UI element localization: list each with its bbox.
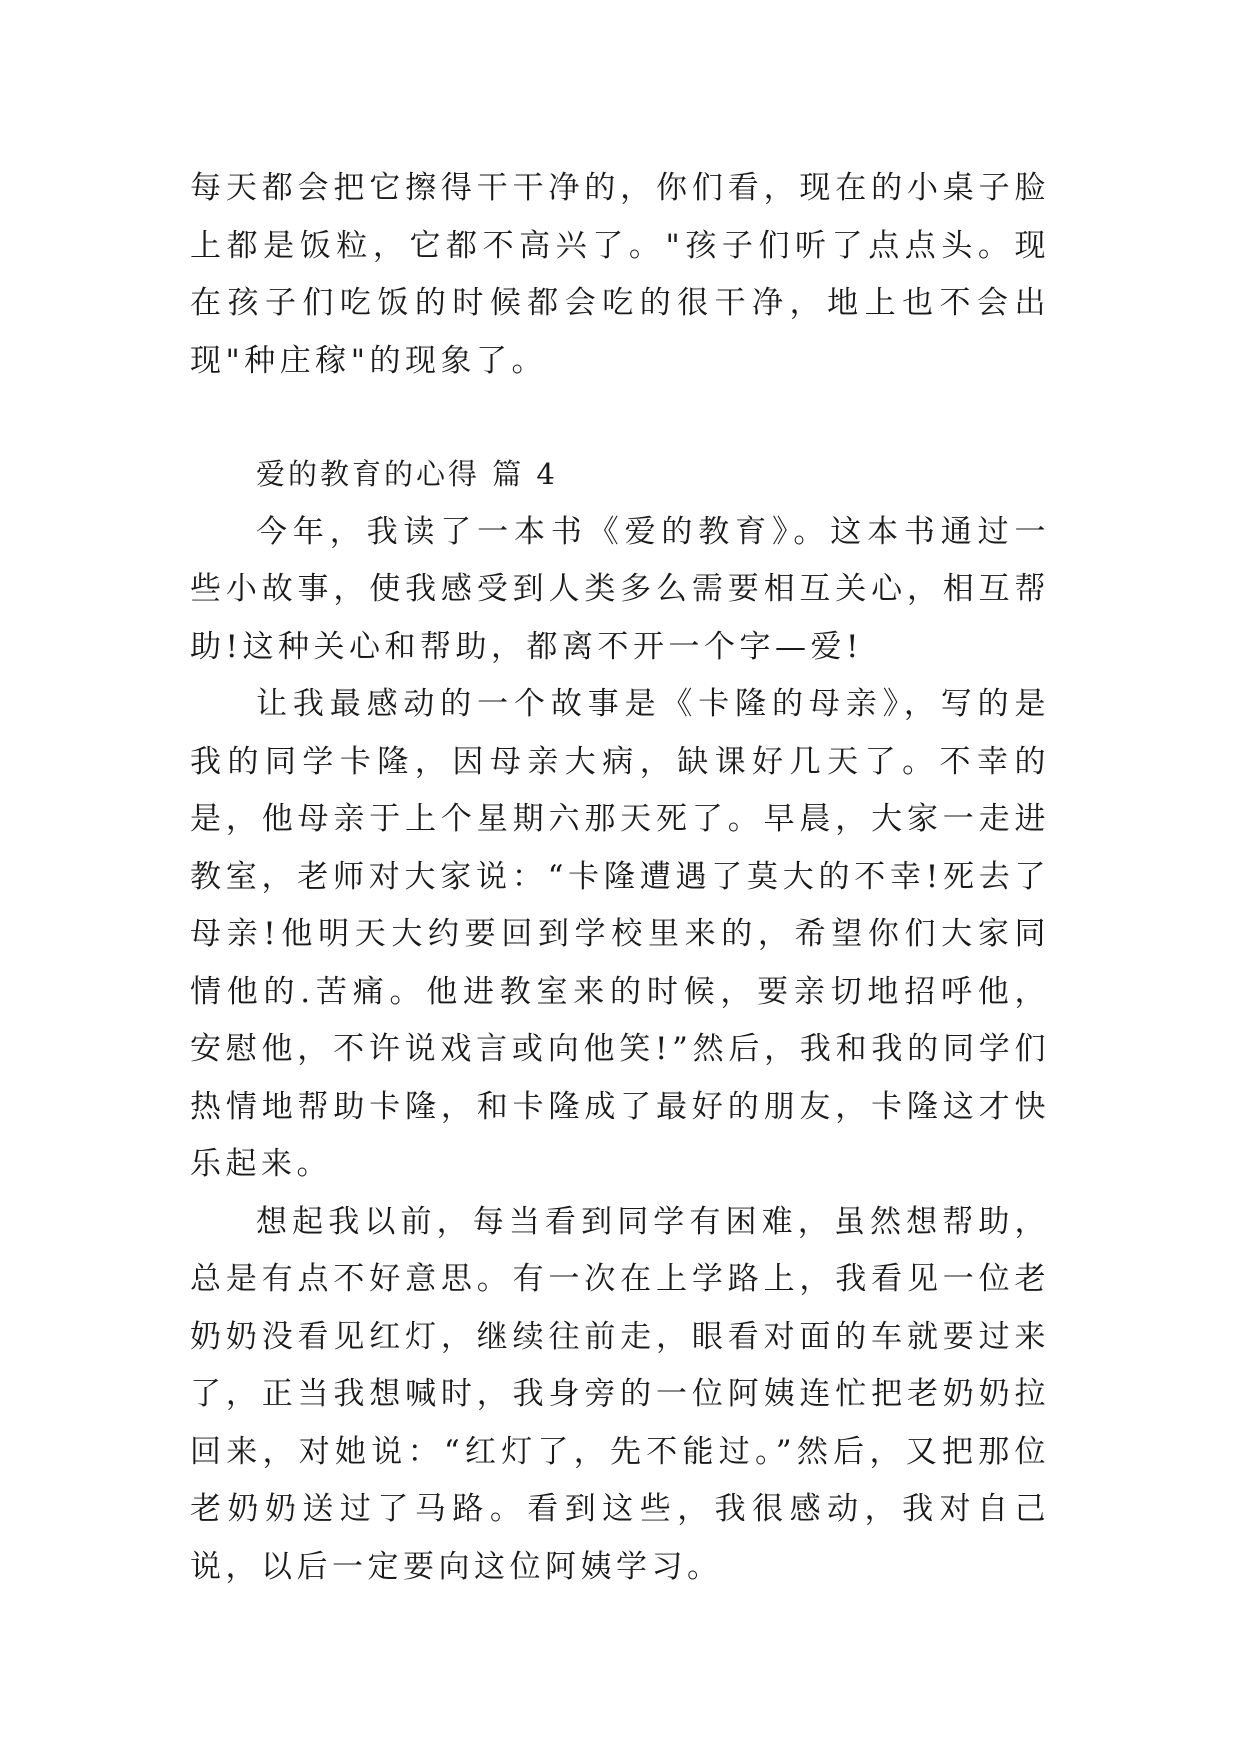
body-paragraph-1: 今年，我读了一本书《爱的教育》。这本书通过一些小故事，使我感受到人类多么需要相互关心，相互帮助!这种关心和帮助，都离不开一个字—爱! — [190, 513, 1050, 665]
section-gap — [190, 390, 1050, 446]
body-paragraph-3: 想起我以前，每当看到同学有困难，虽然想帮助，总是有点不好意思。有一次在上学路上，我看见一位老奶奶没看见红灯，继续往前走，眼看对面的车就要过来了，正当我想喊时，我身旁的一位阿姨连忙把老奶奶拉回来，对她说：“红灯了，先不能过。”然后，又把那位老奶奶送过了马路。看到这些，我很感动，我对自己说，以后一定要向这位阿姨学习。 — [190, 1203, 1050, 1585]
body-paragraph-2: 让我最感动的一个故事是《卡隆的母亲》，写的是我的同学卡隆，因母亲大病，缺课好几天了。不幸的是，他母亲于上个星期六那天死了。早晨，大家一走进教室，老师对大家说：“卡隆遭遇了莫大的不幸!死去了母亲!他明天大约要回到学校里来的，希望你们大家同情他的.苦痛。他进教室来的时候，要亲切地招呼他，安慰他，不许说戏言或向他笑!”然后，我和我的同学们热情地帮助卡隆，和卡隆成了最好的朋友，卡隆这才快乐起来。 — [190, 686, 1050, 1182]
continuation-paragraph: 每天都会把它擦得干干净的，你们看，现在的小桌子脸上都是饭粒，它都不高兴了。"孩子们听了点点头。现在孩子们吃饭的时候都会吃的很干净，地上也不会出现"种庄稼"的现象了。 — [190, 170, 1050, 379]
section-title: 爱的教育的心得 篇 4 — [256, 457, 558, 491]
document-page — [190, 160, 1050, 1596]
